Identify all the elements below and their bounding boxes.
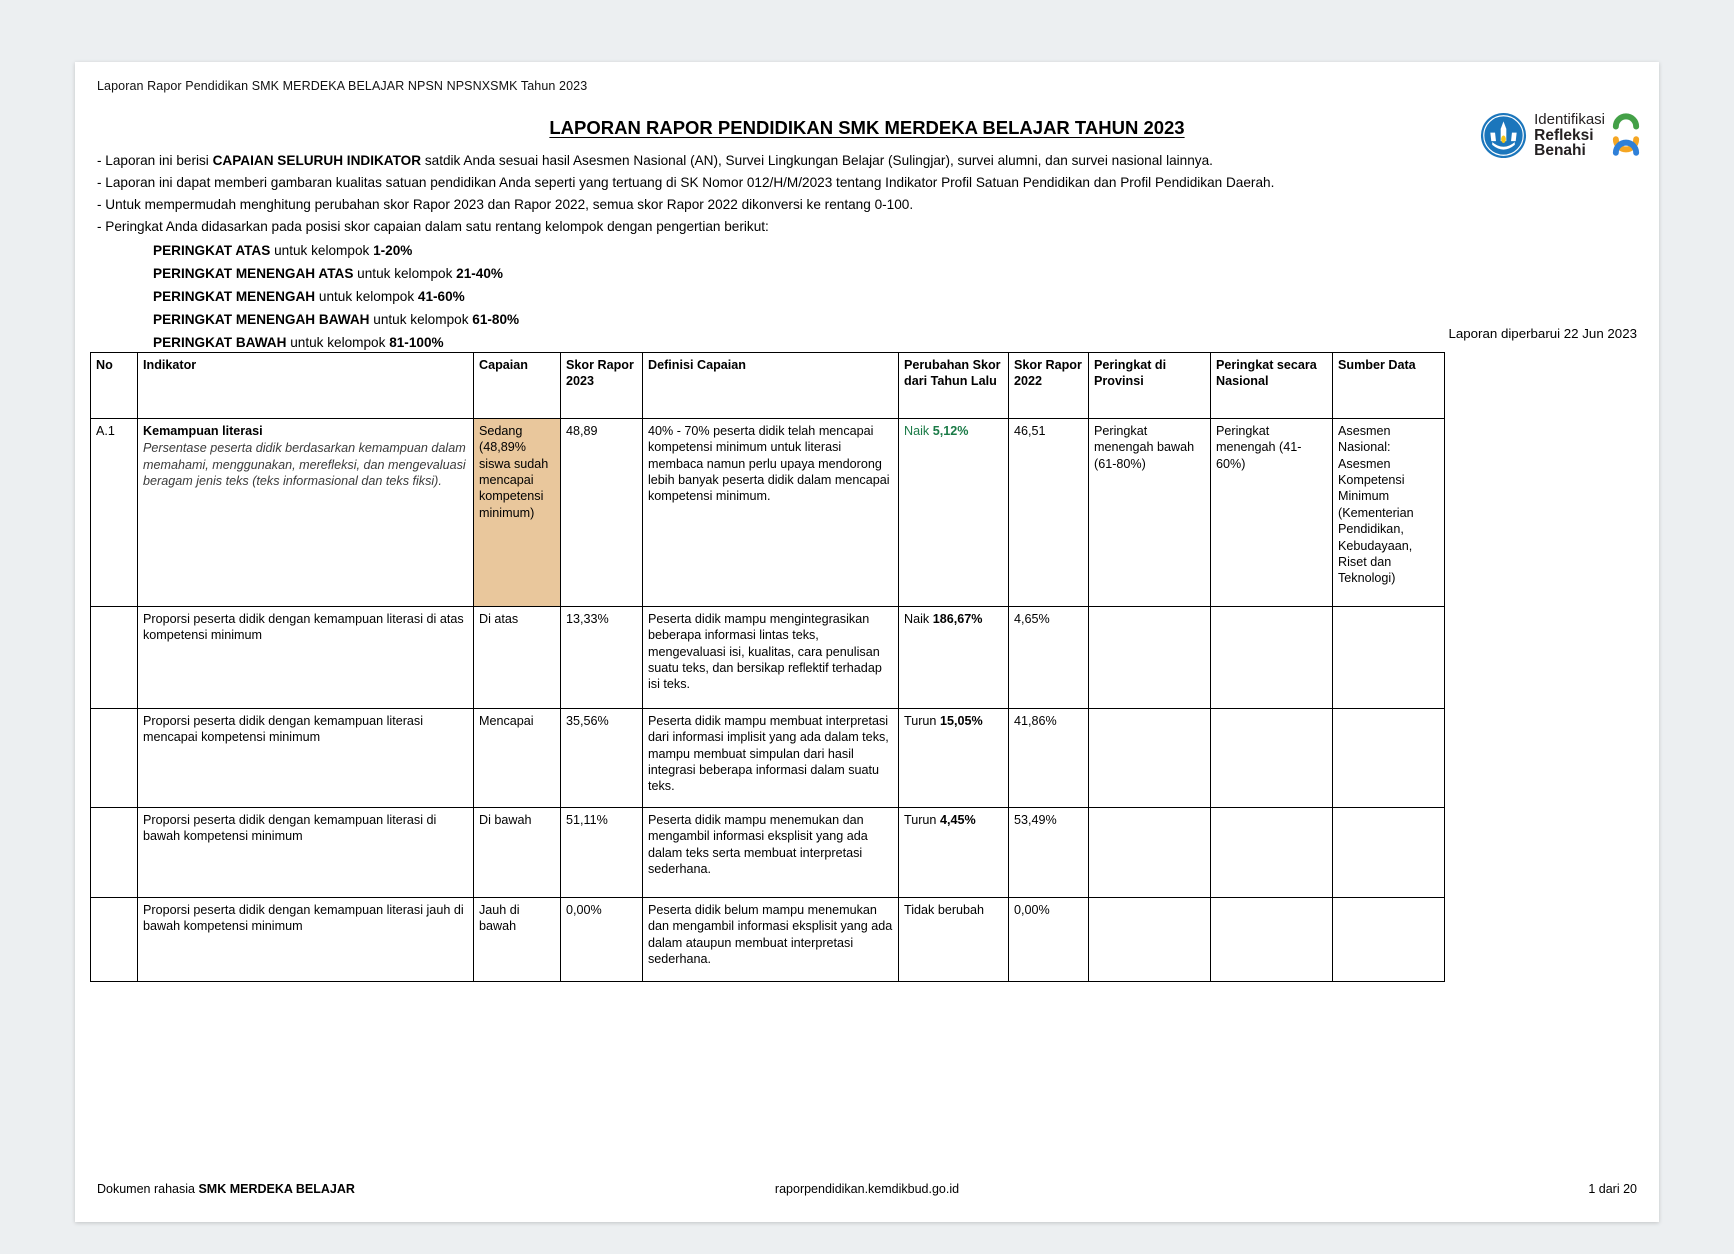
rank-mid-0: untuk kelompok [270, 243, 374, 258]
cell-skor-2023: 13,33% [561, 607, 643, 709]
cell-skor-2022: 53,49% [1009, 808, 1089, 898]
col-header-capaian: Capaian [474, 353, 561, 419]
report-updated-date: Laporan diperbarui 22 Jun 2023 [1448, 326, 1637, 341]
cell-definisi: Peserta didik mampu mengintegrasikan beberapa informasi lintas teks, mengevaluasi isi, kualitas, cara penulisan suatu teks, dan bersikap reflektif terhadap isi teks. [643, 607, 899, 709]
indicator-description: Persentase peserta didik berdasarkan kemampuan dalam memahami, menggunakan, merefleksi, dan mengevaluasi beragam jenis teks (teks informasional dan teks fiksi). [143, 441, 466, 489]
cell-skor-2023: 35,56% [561, 709, 643, 808]
logo-line-2: Refleksi [1534, 126, 1594, 144]
rank-label-3: PERINGKAT MENENGAH BAWAH [153, 311, 370, 327]
indicator-title: Kemampuan literasi [143, 424, 263, 438]
change-value: 15,05% [939, 714, 983, 728]
cell-sumber [1333, 709, 1445, 808]
table-row [91, 709, 1445, 808]
cell-sumber [1333, 808, 1445, 898]
cell-nasional [1211, 898, 1333, 982]
change-value: 4,45% [939, 813, 976, 827]
cell-provinsi [1089, 898, 1211, 982]
rank-range-0: 1-20% [373, 243, 413, 258]
page-footer [97, 1182, 1637, 1200]
col-header-definisi: Definisi Capaian [643, 353, 899, 419]
rank-legend [153, 240, 519, 355]
table-row [91, 607, 1445, 709]
cell-definisi: Peserta didik belum mampu menemukan dan mengambil informasi eksplisit yang ada dalam ataupun membuat interpretasi sederhana. [643, 898, 899, 982]
intro-bullet-1-bold: CAPAIAN SELURUH INDIKATOR [212, 153, 422, 168]
cell-capaian: Jauh di bawah [474, 898, 561, 982]
cell-no [91, 607, 138, 709]
cell-definisi: Peserta didik mampu menemukan dan mengambil informasi eksplisit yang ada dalam teks serta membuat interpretasi sederhana. [643, 808, 899, 898]
col-header-no: No [91, 353, 138, 419]
footer-confidential-school: SMK MERDEKA BELAJAR [198, 1182, 355, 1196]
table-row [91, 808, 1445, 898]
cell-indikator: Proporsi peserta didik dengan kemampuan literasi di atas kompetensi minimum [138, 607, 474, 709]
footer-page-number: 1 dari 20 [1588, 1182, 1637, 1196]
intro-bullet-2: - Laporan ini dapat memberi gambaran kualitas satuan pendidikan Anda seperti yang tertuang di SK Nomor 012/H/M/2023 tentang Indikator Profil Satuan Pendidikan dan Profil Pendidikan Daerah. [97, 175, 1275, 191]
col-header-provinsi: Peringkat di Provinsi [1089, 353, 1211, 419]
col-header-nasional: Peringkat secara Nasional [1211, 353, 1333, 419]
cell-capaian: Di atas [474, 607, 561, 709]
cell-indikator: Proporsi peserta didik dengan kemampuan literasi jauh di bawah kompetensi minimum [138, 898, 474, 982]
rank-range-4: 81-100% [389, 334, 444, 350]
cell-definisi: 40% - 70% peserta didik telah mencapai kompetensi minimum untuk literasi membaca namun perlu upaya mendorong lebih banyak peserta didik dalam mencapai kompetensi minimum. [643, 419, 899, 607]
cell-provinsi [1089, 709, 1211, 808]
change-prefix: Turun [904, 813, 940, 827]
cell-nasional: Peringkat menengah (41-60%) [1211, 419, 1333, 607]
cell-provinsi [1089, 607, 1211, 709]
footer-confidential-prefix: Dokumen rahasia [97, 1182, 199, 1196]
rank-label-0: PERINGKAT ATAS [153, 243, 271, 258]
change-prefix: Naik [904, 612, 933, 626]
rank-item-atas [153, 240, 519, 263]
cell-nasional [1211, 808, 1333, 898]
cell-sumber [1333, 898, 1445, 982]
col-header-sumber: Sumber Data [1333, 353, 1445, 419]
cell-perubahan [899, 808, 1009, 898]
rank-item-menengah-bawah [153, 309, 519, 332]
rank-label-4: PERINGKAT BAWAH [153, 334, 287, 350]
cell-indikator [138, 419, 474, 607]
rank-label-2: PERINGKAT MENENGAH [153, 288, 316, 304]
cell-provinsi: Peringkat menengah bawah (61-80%) [1089, 419, 1211, 607]
report-table [90, 352, 1445, 982]
cell-skor-2022: 0,00% [1009, 898, 1089, 982]
cell-capaian: Di bawah [474, 808, 561, 898]
change-value: 186,67% [932, 612, 983, 626]
running-header: Laporan Rapor Pendidikan SMK MERDEKA BELAJAR NPSN NPSNXSMK Tahun 2023 [97, 79, 588, 93]
cell-skor-2023: 48,89 [561, 419, 643, 607]
cell-no [91, 709, 138, 808]
document-page [75, 62, 1659, 1222]
change-prefix: Tidak berubah [904, 903, 985, 917]
rank-item-menengah-atas [153, 263, 519, 286]
cell-provinsi [1089, 808, 1211, 898]
table-header-row [91, 353, 1445, 419]
cell-capaian: Mencapai [474, 709, 561, 808]
rank-label-1: PERINGKAT MENENGAH ATAS [153, 265, 354, 281]
rank-mid-1: untuk kelompok [353, 265, 457, 281]
col-header-indikator: Indikator [138, 353, 474, 419]
page-title-text: LAPORAN RAPOR PENDIDIKAN SMK MERDEKA BELAJAR TAHUN 2023 [549, 117, 1185, 138]
cell-sumber [1333, 607, 1445, 709]
cell-indikator: Proporsi peserta didik dengan kemampuan literasi di bawah kompetensi minimum [138, 808, 474, 898]
cell-skor-2022: 41,86% [1009, 709, 1089, 808]
cell-perubahan [899, 419, 1009, 607]
rank-range-2: 41-60% [417, 288, 465, 304]
rank-item-menengah [153, 286, 519, 309]
cell-no [91, 808, 138, 898]
cell-sumber: Asesmen Nasional: Asesmen Kompetensi Minimum (Kementerian Pendidikan, Kebudayaan, Riset dan Teknologi) [1333, 419, 1445, 607]
intro-bullet-1 [97, 150, 1637, 172]
intro-bullets [97, 150, 1637, 238]
page-title [75, 117, 1659, 139]
cell-perubahan [899, 607, 1009, 709]
change-value: 5,12% [932, 424, 969, 438]
change-prefix: Naik [904, 424, 933, 438]
cell-skor-2022: 46,51 [1009, 419, 1089, 607]
change-prefix: Turun [904, 714, 940, 728]
cell-perubahan [899, 709, 1009, 808]
footer-url: raporpendidikan.kemdikbud.go.id [774, 1182, 960, 1196]
rank-mid-3: untuk kelompok [369, 311, 473, 327]
cell-nasional [1211, 607, 1333, 709]
intro-bullet-4: - Peringkat Anda didasarkan pada posisi skor capaian dalam satu rentang kelompok dengan pengertian berikut: [97, 219, 769, 235]
rank-mid-4: untuk kelompok [286, 334, 390, 350]
cell-perubahan [899, 898, 1009, 982]
intro-bullet-1-suffix: satdik Anda sesuai hasil Asesmen Nasional (AN), Survei Lingkungan Belajar (Sulingjar), survei alumni, dan survei nasional lainnya. [421, 153, 1213, 168]
table-row [91, 419, 1445, 607]
col-header-skor-2023: Skor Rapor 2023 [561, 353, 643, 419]
table-row [91, 898, 1445, 982]
cell-skor-2022: 4,65% [1009, 607, 1089, 709]
cell-no: A.1 [91, 419, 138, 607]
logo-line-1: Identifikasi [1534, 111, 1605, 129]
cell-definisi: Peserta didik mampu membuat interpretasi dari informasi implisit yang ada dalam teks, mampu membuat simpulan dari hasil integrasi beberapa informasi dalam suatu teks. [643, 709, 899, 808]
cell-no [91, 898, 138, 982]
rank-range-3: 61-80% [472, 311, 520, 327]
col-header-perubahan: Perubahan Skor dari Tahun Lalu [899, 353, 1009, 419]
cell-skor-2023: 51,11% [561, 808, 643, 898]
rank-mid-2: untuk kelompok [315, 288, 418, 304]
cell-capaian: Sedang (48,89% siswa sudah mencapai kompetensi minimum) [474, 419, 561, 607]
logo-line-3: Benahi [1534, 141, 1586, 159]
intro-bullet-1-prefix: - Laporan ini berisi [97, 153, 213, 168]
intro-bullet-3: - Untuk mempermudah menghitung perubahan skor Rapor 2023 dan Rapor 2022, semua skor Rapor 2022 dikonversi ke rentang 0-100. [97, 197, 914, 213]
col-header-skor-2022: Skor Rapor 2022 [1009, 353, 1089, 419]
cell-indikator: Proporsi peserta didik dengan kemampuan literasi mencapai kompetensi minimum [138, 709, 474, 808]
cell-skor-2023: 0,00% [561, 898, 643, 982]
rank-range-1: 21-40% [456, 265, 504, 281]
cell-nasional [1211, 709, 1333, 808]
